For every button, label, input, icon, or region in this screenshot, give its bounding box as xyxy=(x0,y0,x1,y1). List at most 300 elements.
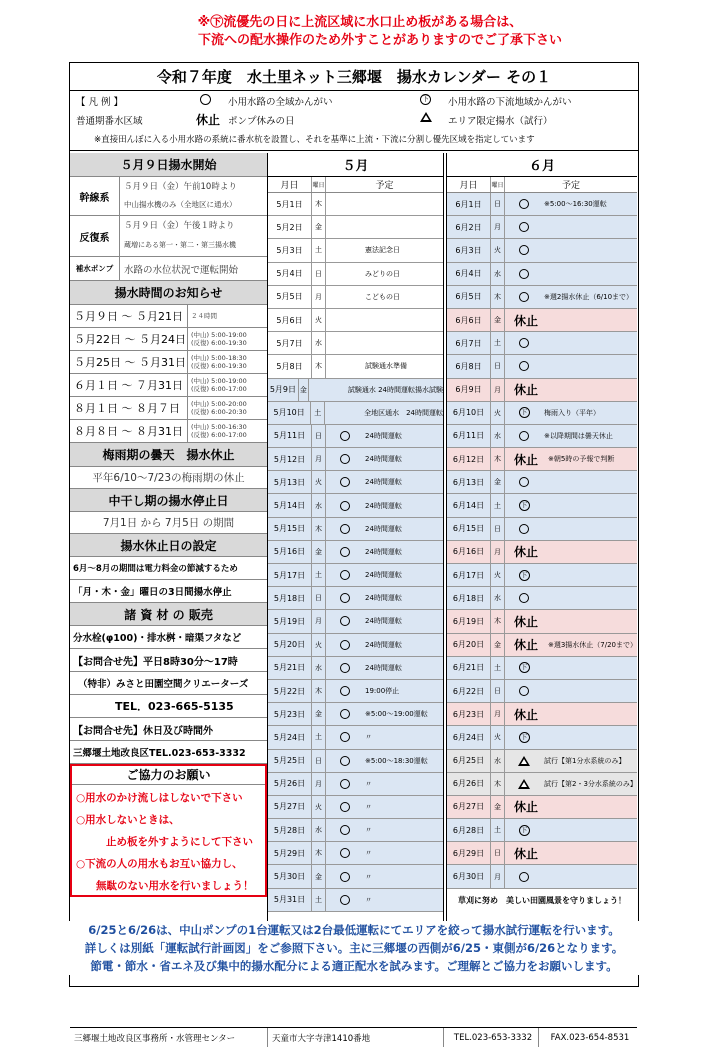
may-col-plan: 予定 xyxy=(375,181,394,191)
circle-icon xyxy=(340,848,350,858)
row-day: 金 xyxy=(491,634,505,656)
row-day: 土 xyxy=(491,657,505,679)
row-date: 6月17日 xyxy=(447,564,491,586)
office-info xyxy=(70,1027,637,1047)
down-symbol-icon: 下 xyxy=(519,825,530,836)
row-day: 火 xyxy=(312,634,326,656)
row-date: 6月4日 xyxy=(447,263,491,285)
plan-text: 〃 xyxy=(365,872,372,881)
circle-icon xyxy=(519,269,529,279)
calendar-row xyxy=(268,750,443,773)
calendar-row xyxy=(268,518,443,541)
circle-icon xyxy=(340,895,350,905)
calendar-row xyxy=(268,448,443,471)
legend-rest-label: 休止 xyxy=(196,113,221,127)
may-col-date: 月日 xyxy=(268,177,312,192)
june-col-date: 月日 xyxy=(447,177,491,192)
plan-text: 24時間運転 xyxy=(365,617,402,626)
calendar-row xyxy=(268,819,443,842)
kansen-line-1: ５月９日（金）午前10時より xyxy=(124,182,237,192)
row-day: 木 xyxy=(491,773,505,795)
calendar-row xyxy=(268,680,443,703)
circle-icon xyxy=(519,222,529,232)
times-header: 揚水時間のお知らせ xyxy=(70,281,267,305)
calendar-row xyxy=(268,541,443,564)
request-box xyxy=(70,764,267,897)
legend-note: ※直接田んぼに入る小用水路の系統に番水杭を設置し、それを基準に上流・下流に分割し優先区域を指定しています xyxy=(94,135,535,145)
row-date: 6月10日 xyxy=(447,402,491,424)
calendar-row xyxy=(268,703,443,726)
row-day: 月 xyxy=(312,286,326,308)
plan-text: 試験通水準備 xyxy=(365,362,407,371)
row-date: 5月27日 xyxy=(268,796,312,818)
hanfuku-block xyxy=(70,216,267,257)
calendar-row xyxy=(268,425,443,448)
legend-circle-text: 小用水路の全域かんがい xyxy=(228,97,333,108)
row-day: 水 xyxy=(312,494,326,516)
calendar-row xyxy=(268,332,443,355)
calendar-row xyxy=(447,332,637,355)
top-notice xyxy=(60,14,660,50)
sales-line-3: （特非）みさと田園空間クリエーターズ xyxy=(70,672,267,695)
row-date: 6月29日 xyxy=(447,842,491,864)
june-calendar xyxy=(447,153,637,937)
row-date: 6月26日 xyxy=(447,773,491,795)
plan-text: 24時間運転 xyxy=(365,478,402,487)
row-day: 月 xyxy=(491,703,505,725)
schedule-time-1: (中山) 5:00-19:00 xyxy=(191,331,247,339)
row-date: 6月27日 xyxy=(447,796,491,818)
plan-text: ※5:00～16:30運転 xyxy=(544,200,607,209)
row-date: 5月22日 xyxy=(268,680,312,702)
calendar-row xyxy=(447,263,637,286)
schedule-date: ８月１日 ～ ８月７日 xyxy=(70,397,188,419)
calendar-row xyxy=(268,239,443,262)
row-date: 5月19日 xyxy=(268,610,312,632)
plan-text: 19:00停止 xyxy=(365,687,400,696)
schedule-row xyxy=(70,305,267,328)
row-day: 月 xyxy=(491,865,505,887)
calendar-row xyxy=(268,379,443,402)
calendar-row xyxy=(268,471,443,494)
down-symbol-icon: 下 xyxy=(422,95,429,103)
calendar-row xyxy=(447,448,637,471)
calendar-row xyxy=(447,680,637,703)
request-line-3: 止め板を外すようにして下さい xyxy=(106,836,253,848)
calendar-row xyxy=(268,796,443,819)
june-header: ６月 xyxy=(447,153,637,177)
triangle-icon xyxy=(420,112,432,122)
plan-text: ※5:00～18:30運転 xyxy=(365,756,428,765)
circle-icon xyxy=(340,825,350,835)
row-date: 5月18日 xyxy=(268,587,312,609)
row-date: 5月10日 xyxy=(268,402,311,424)
calendar-row xyxy=(268,193,443,216)
row-date: 5月7日 xyxy=(268,332,312,354)
down-symbol-icon: 下 xyxy=(519,407,530,418)
row-day: 水 xyxy=(491,263,505,285)
circle-icon xyxy=(340,709,350,719)
calendar-row xyxy=(268,587,443,610)
row-day: 金 xyxy=(491,309,505,331)
schedule-row xyxy=(70,328,267,351)
circle-icon xyxy=(340,732,350,742)
plan-text: 24時間運転 xyxy=(365,501,402,510)
plan-text: 全地区通水 24時間運転 xyxy=(364,408,443,417)
calendar-row xyxy=(447,634,637,657)
row-day: 土 xyxy=(312,564,326,586)
row-date: 5月13日 xyxy=(268,471,312,493)
circle-icon xyxy=(519,593,529,603)
row-day: 日 xyxy=(491,193,505,215)
row-day: 月 xyxy=(312,448,326,470)
row-day: 土 xyxy=(312,239,326,261)
row-date: 6月22日 xyxy=(447,680,491,702)
request-line-1: ○用水のかけ流しはしないで下さい xyxy=(76,792,243,804)
row-date: 5月25日 xyxy=(268,750,312,772)
hanfuku-label: 反復系 xyxy=(70,216,120,256)
rest-label: 休止 xyxy=(514,452,539,467)
row-date: 6月28日 xyxy=(447,819,491,841)
row-day: 火 xyxy=(312,796,326,818)
row-day: 土 xyxy=(311,402,325,424)
row-day: 土 xyxy=(491,494,505,516)
schedule-row xyxy=(70,397,267,420)
kansen-label: 幹線系 xyxy=(70,177,120,215)
row-date: 5月3日 xyxy=(268,239,312,261)
legend-label: 【 凡 例 】 xyxy=(76,97,124,108)
row-day: 月 xyxy=(312,773,326,795)
schedule-date: ５月22日 ～ ５月24日 xyxy=(70,328,188,350)
plan-text: こどもの日 xyxy=(365,292,400,301)
calendar-row xyxy=(447,216,637,239)
calendar-row xyxy=(268,286,443,309)
hanfuku-line-1: ５月９日（金）午後１時より xyxy=(124,221,235,231)
calendar-row xyxy=(447,819,637,842)
down-symbol-icon: 下 xyxy=(519,500,530,511)
bottom-notice xyxy=(69,921,639,975)
circle-icon xyxy=(340,640,350,650)
row-day: 水 xyxy=(491,425,505,447)
page-title: 令和７年度 水土里ネット三郷堰 揚水カレンダー その１ xyxy=(70,63,638,91)
may-header: ５月 xyxy=(268,153,443,177)
calendar-row xyxy=(268,889,443,912)
circle-icon xyxy=(340,454,350,464)
hosui-text: 水路の水位状況で運転開始 xyxy=(124,264,239,276)
row-day: 水 xyxy=(491,587,505,609)
circle-icon xyxy=(340,686,350,696)
rainy-text: 平年6/10～7/23の梅雨期の休止 xyxy=(70,467,267,489)
circle-icon xyxy=(519,686,529,696)
circle-icon xyxy=(519,431,529,441)
calendar-row xyxy=(447,425,637,448)
row-day: 日 xyxy=(312,587,326,609)
row-date: 6月19日 xyxy=(447,610,491,632)
rainy-header: 梅雨期の曇天 揚水休止 xyxy=(70,443,267,467)
kansen-line-2: 中山揚水機のみ（全地区に通水） xyxy=(124,200,237,209)
legend xyxy=(70,91,638,151)
calendar-row xyxy=(268,263,443,286)
restday-line-2: 「月・木・金」曜日の3日間揚水停止 xyxy=(70,580,267,603)
row-date: 6月9日 xyxy=(447,379,491,401)
plan-text: ※週2揚水休止（6/10まで） xyxy=(544,292,634,301)
plan-text: 〃 xyxy=(365,779,372,788)
row-day: 土 xyxy=(312,889,326,911)
schedule-row xyxy=(70,420,267,443)
row-day: 月 xyxy=(491,216,505,238)
circle-icon xyxy=(340,524,350,534)
schedule-time-2: (反復) 6:00-19:30 xyxy=(191,339,247,347)
row-date: 5月24日 xyxy=(268,726,312,748)
request-line-2: ○用水しないときは、 xyxy=(76,814,180,826)
row-day: 火 xyxy=(491,402,505,424)
calendar-row xyxy=(447,726,637,749)
row-date: 5月29日 xyxy=(268,842,312,864)
row-date: 5月14日 xyxy=(268,494,312,516)
calendar-row xyxy=(268,610,443,633)
calendar-row xyxy=(447,610,637,633)
hanfuku-line-2: 蔵増にある第一・第二・第三揚水機 xyxy=(124,241,236,249)
circle-icon xyxy=(519,245,529,255)
circle-icon xyxy=(519,872,529,882)
restday-line-1: 6月～8月の期間は電力料金の節減するため xyxy=(70,557,267,580)
row-day: 金 xyxy=(312,703,326,725)
top-notice-line-2: 下流への配水操作のため外すことがありますのでご了承下さい xyxy=(197,33,562,48)
june-col-plan: 予定 xyxy=(561,181,580,191)
info-column xyxy=(70,153,268,937)
row-date: 6月1日 xyxy=(447,193,491,215)
circle-icon xyxy=(340,872,350,882)
row-date: 5月30日 xyxy=(268,865,312,887)
schedule-list xyxy=(70,305,267,443)
sales-line-4: TEL．023-665-5135 xyxy=(70,695,267,718)
circle-icon xyxy=(340,501,350,511)
plan-text: 24時間運転 xyxy=(365,594,402,603)
row-day: 日 xyxy=(312,425,326,447)
plan-text: 24時間運転 xyxy=(365,663,402,672)
row-day: 日 xyxy=(312,263,326,285)
row-date: 6月3日 xyxy=(447,239,491,261)
triangle-icon xyxy=(518,779,530,789)
plan-text: 24時間運転 xyxy=(365,640,402,649)
circle-icon xyxy=(340,570,350,580)
calendar-row xyxy=(447,773,637,796)
nakaboshi-text: 7月1日 から 7月5日 の期間 xyxy=(70,512,267,534)
calendar-row xyxy=(268,726,443,749)
row-day: 月 xyxy=(491,379,505,401)
plan-text: 試行【第2・3分水系統のみ】 xyxy=(544,779,637,788)
row-day: 火 xyxy=(312,309,326,331)
calendar-row xyxy=(447,402,637,425)
schedule-date: ５月９日 ～ ５月21日 xyxy=(70,305,188,327)
row-day: 土 xyxy=(491,332,505,354)
rest-label: 休止 xyxy=(514,614,539,629)
nakaboshi-header: 中干し期の揚水停止日 xyxy=(70,489,267,512)
plan-text: 〃 xyxy=(365,733,372,742)
row-day: 土 xyxy=(312,726,326,748)
circle-icon xyxy=(519,477,529,487)
circle-icon xyxy=(340,616,350,626)
schedule-date: ８月８日 ～ ８月31日 xyxy=(70,420,188,442)
sales-line-2: 【お問合せ先】平日8時30分～17時 xyxy=(70,649,267,672)
row-date: 5月20日 xyxy=(268,634,312,656)
legend-down-text: 小用水路の下流地域かんがい xyxy=(448,97,572,108)
row-date: 6月18日 xyxy=(447,587,491,609)
calendar-row xyxy=(447,239,637,262)
circle-icon xyxy=(340,756,350,766)
plan-text: 24時間運転 xyxy=(365,571,402,580)
request-header: ご協力のお願い xyxy=(72,766,265,785)
bottom-notice-line-3: 節電・節水・省エネ及び集中的揚水配分による適正配水を試みます。ご理解とご協力をお願いします。 xyxy=(90,959,618,973)
circle-icon xyxy=(340,477,350,487)
plan-text: 24時間運転 xyxy=(365,431,402,440)
plan-text: 〃 xyxy=(365,826,372,835)
calendar-row xyxy=(268,355,443,378)
row-day: 火 xyxy=(312,471,326,493)
calendar-row xyxy=(447,564,637,587)
row-date: 6月7日 xyxy=(447,332,491,354)
june-footer-note: 草刈に努め 美しい田園風景を守りましょう！ xyxy=(458,895,626,905)
row-date: 5月4日 xyxy=(268,263,312,285)
schedule-date: ５月25日 ～ ５月31日 xyxy=(70,351,188,373)
row-date: 6月5日 xyxy=(447,286,491,308)
row-day: 金 xyxy=(491,796,505,818)
sales-line-5: 【お問合せ先】休日及び時間外 xyxy=(70,718,267,741)
schedule-time-2: (反復) 6:00-17:00 xyxy=(191,385,247,393)
row-date: 6月25日 xyxy=(447,750,491,772)
calendar-row xyxy=(447,750,637,773)
calendar-row xyxy=(447,355,637,378)
row-date: 5月8日 xyxy=(268,355,312,377)
office-tel: TEL.023-653-3332 xyxy=(444,1028,539,1047)
rest-label: 休止 xyxy=(514,800,539,815)
row-day: 火 xyxy=(491,564,505,586)
down-symbol-icon: 下 xyxy=(519,662,530,673)
request-line-4: ○下流の人の用水もお互い協力し、 xyxy=(76,858,243,870)
office-name: 三郷堰土地改良区事務所・水管理センター xyxy=(70,1028,268,1047)
circle-icon xyxy=(519,338,529,348)
plan-text: ※週3揚水休止（7/20まで） xyxy=(547,640,637,649)
calendar-row xyxy=(268,865,443,888)
schedule-time-1: (中山) 5:00-20:00 xyxy=(191,400,247,408)
calendar-row xyxy=(268,773,443,796)
circle-icon xyxy=(340,663,350,673)
calendar-row xyxy=(447,865,637,888)
circle-icon xyxy=(340,593,350,603)
schedule-time-1: (中山) 5:00-18:30 xyxy=(191,354,247,362)
row-day: 木 xyxy=(491,610,505,632)
plan-text: ※以降期間は曇天休止 xyxy=(544,431,613,440)
schedule-date: ６月１日 ～ ７月31日 xyxy=(70,374,188,396)
circle-icon xyxy=(519,524,529,534)
calendar-row xyxy=(447,796,637,819)
row-date: 6月24日 xyxy=(447,726,491,748)
circle-icon xyxy=(340,802,350,812)
row-day: 日 xyxy=(491,680,505,702)
row-day: 金 xyxy=(312,216,326,238)
top-notice-line-1: ※㊦流優先の日に上流区域に水口止め板がある場合は、 xyxy=(197,15,523,30)
plan-text: 24時間運転 xyxy=(365,524,402,533)
calendar-sheet xyxy=(69,62,639,1044)
rest-label: 休止 xyxy=(513,638,538,653)
row-date: 6月21日 xyxy=(447,657,491,679)
row-date: 5月31日 xyxy=(268,889,312,911)
bottom-notice-line-2: 詳しくは別紙「運転試行計画図」をご参照下さい。主に三郷堰の西側が6/25・東側が6/26となります。 xyxy=(84,941,624,955)
row-date: 6月14日 xyxy=(447,494,491,516)
calendar-row xyxy=(447,494,637,517)
row-day: 土 xyxy=(491,819,505,841)
plan-text: 24時間運転 xyxy=(365,455,402,464)
row-day: 日 xyxy=(491,518,505,540)
calendar-row xyxy=(268,216,443,239)
legend-rest-text: ポンプ休みの日 xyxy=(228,116,295,127)
restday-header: 揚水休止日の設定 xyxy=(70,534,267,557)
plan-text: みどりの日 xyxy=(365,269,400,278)
row-date: 5月6日 xyxy=(268,309,312,331)
june-subheader xyxy=(447,177,637,193)
row-day: 水 xyxy=(312,657,326,679)
row-date: 5月28日 xyxy=(268,819,312,841)
row-day: 木 xyxy=(312,518,326,540)
calendar-row xyxy=(447,309,637,332)
row-date: 6月30日 xyxy=(447,865,491,887)
row-day: 月 xyxy=(491,541,505,563)
down-symbol-icon: 下 xyxy=(519,732,530,743)
plan-text: 試行【第1分水系統のみ】 xyxy=(544,756,626,765)
row-date: 6月12日 xyxy=(447,448,491,470)
calendar-row xyxy=(447,379,637,402)
row-date: 6月2日 xyxy=(447,216,491,238)
row-date: 5月1日 xyxy=(268,193,312,215)
row-day: 木 xyxy=(312,680,326,702)
row-day: 水 xyxy=(491,750,505,772)
rest-label: 休止 xyxy=(514,707,539,722)
row-date: 5月15日 xyxy=(268,518,312,540)
schedule-row xyxy=(70,351,267,374)
row-date: 5月26日 xyxy=(268,773,312,795)
row-date: 6月23日 xyxy=(447,703,491,725)
row-day: 金 xyxy=(312,541,326,563)
schedule-time-1: (中山) 5:00-19:00 xyxy=(191,377,247,385)
rest-label: 休止 xyxy=(514,383,539,398)
circle-icon xyxy=(340,779,350,789)
row-day: 木 xyxy=(312,355,326,377)
office-address: 天童市大字寺津1410番地 xyxy=(268,1028,444,1047)
row-date: 5月12日 xyxy=(268,448,312,470)
row-day: 水 xyxy=(312,819,326,841)
row-date: 5月9日 xyxy=(268,379,299,401)
calendar-row xyxy=(268,564,443,587)
calendar-row xyxy=(447,286,637,309)
legend-triangle-text: エリア限定揚水（試行） xyxy=(448,116,553,127)
plan-text: ※朝5時の予報で判断 xyxy=(548,455,615,464)
circle-icon xyxy=(200,94,211,105)
rest-label: 休止 xyxy=(514,545,539,560)
row-day: 金 xyxy=(491,471,505,493)
bottom-notice-line-1: 6/25と6/26は、中山ポンプの1台運転又は2台最低運転にてエリアを絞って揚水試行運転を行います。 xyxy=(88,923,620,937)
row-day: 日 xyxy=(491,355,505,377)
calendar-row xyxy=(447,518,637,541)
row-date: 6月16日 xyxy=(447,541,491,563)
plan-text: 〃 xyxy=(365,895,372,904)
start-header: ５月９日揚水開始 xyxy=(70,153,267,177)
plan-text: ※5:00～19:00運転 xyxy=(365,710,428,719)
row-date: 5月11日 xyxy=(268,425,312,447)
plan-text: 試験通水 24時間運転揚水試験 xyxy=(347,385,443,394)
sales-line-1: 分水栓(φ100)・排水桝・暗渠フタなど xyxy=(70,626,267,649)
calendar-row xyxy=(268,402,443,425)
calendar-row xyxy=(447,842,637,865)
